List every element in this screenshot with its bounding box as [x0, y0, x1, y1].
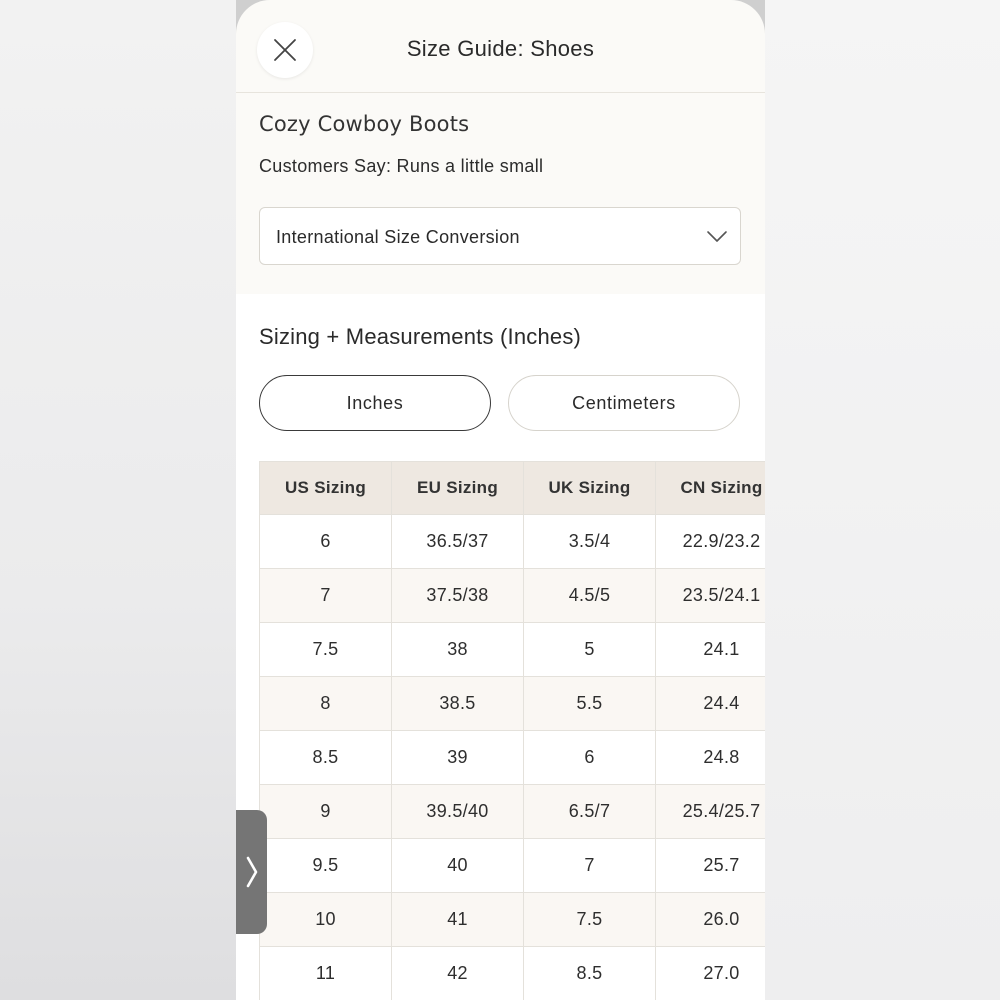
- cell-uk: 6.5/7: [524, 785, 656, 839]
- table-row: [260, 515, 766, 569]
- cell-uk: 5.5: [524, 677, 656, 731]
- table-header-row: [260, 462, 766, 515]
- measurements-title: Sizing + Measurements (Inches): [259, 324, 582, 349]
- cell-uk: 5: [524, 623, 656, 677]
- chevron-right-icon: [245, 855, 259, 889]
- cell-eu: 42: [392, 947, 524, 1000]
- cell-cn: 23.5/24.1: [656, 569, 766, 623]
- cell-eu: 37.5/38: [392, 569, 524, 623]
- cell-cn: 25.4/25.7: [656, 785, 766, 839]
- background-right: [765, 0, 1000, 1000]
- size-table-scroll[interactable]: [259, 461, 765, 1000]
- cell-us: 7.5: [260, 623, 392, 677]
- column-header-us: US Sizing: [260, 462, 392, 515]
- table-row: [260, 677, 766, 731]
- size-table: [259, 461, 765, 1000]
- cell-eu: 38.5: [392, 677, 524, 731]
- sheet-header: [236, 0, 765, 93]
- column-header-eu: EU Sizing: [392, 462, 524, 515]
- cell-uk: 7: [524, 839, 656, 893]
- cell-uk: 8.5: [524, 947, 656, 1000]
- cell-us: 9: [260, 785, 392, 839]
- cell-cn: 24.1: [656, 623, 766, 677]
- cell-us: 10: [260, 893, 392, 947]
- table-row: [260, 623, 766, 677]
- cell-cn: 24.4: [656, 677, 766, 731]
- column-header-uk: UK Sizing: [524, 462, 656, 515]
- cell-uk: 4.5/5: [524, 569, 656, 623]
- cell-cn: 22.9/23.2: [656, 515, 766, 569]
- cell-cn: 25.7: [656, 839, 766, 893]
- phone-screen: [236, 0, 765, 1000]
- cell-us: 7: [260, 569, 392, 623]
- cell-eu: 40: [392, 839, 524, 893]
- centimeters-button[interactable]: Centimeters: [508, 375, 740, 431]
- cell-us: 9.5: [260, 839, 392, 893]
- chevron-down-icon: [706, 226, 728, 246]
- table-row: [260, 731, 766, 785]
- cell-eu: 36.5/37: [392, 515, 524, 569]
- table-row: [260, 569, 766, 623]
- cell-us: 8.5: [260, 731, 392, 785]
- cell-us: 6: [260, 515, 392, 569]
- cell-eu: 39: [392, 731, 524, 785]
- size-guide-sheet: [236, 0, 765, 1000]
- cell-cn: 24.8: [656, 731, 766, 785]
- cell-us: 8: [260, 677, 392, 731]
- cell-eu: 39.5/40: [392, 785, 524, 839]
- inches-button[interactable]: Inches: [259, 375, 491, 431]
- table-row: [260, 785, 766, 839]
- table-row: [260, 839, 766, 893]
- cell-uk: 7.5: [524, 893, 656, 947]
- cell-us: 11: [260, 947, 392, 1000]
- page-title: Size Guide: Shoes: [406, 36, 595, 61]
- fit-note: Customers Say: Runs a little small: [259, 156, 544, 176]
- dropdown-label: International Size Conversion: [276, 227, 520, 247]
- product-name: Cozy Cowboy Boots: [259, 112, 470, 136]
- cell-uk: 3.5/4: [524, 515, 656, 569]
- cell-cn: 27.0: [656, 947, 766, 1000]
- table-row: [260, 893, 766, 947]
- cell-eu: 41: [392, 893, 524, 947]
- side-panel-tab[interactable]: [236, 810, 267, 934]
- table-row: [260, 947, 766, 1000]
- size-conversion-dropdown[interactable]: [259, 207, 741, 265]
- background-left: [0, 0, 236, 1000]
- cell-eu: 38: [392, 623, 524, 677]
- cell-uk: 6: [524, 731, 656, 785]
- column-header-cn: CN Sizing: [656, 462, 766, 515]
- cell-cn: 26.0: [656, 893, 766, 947]
